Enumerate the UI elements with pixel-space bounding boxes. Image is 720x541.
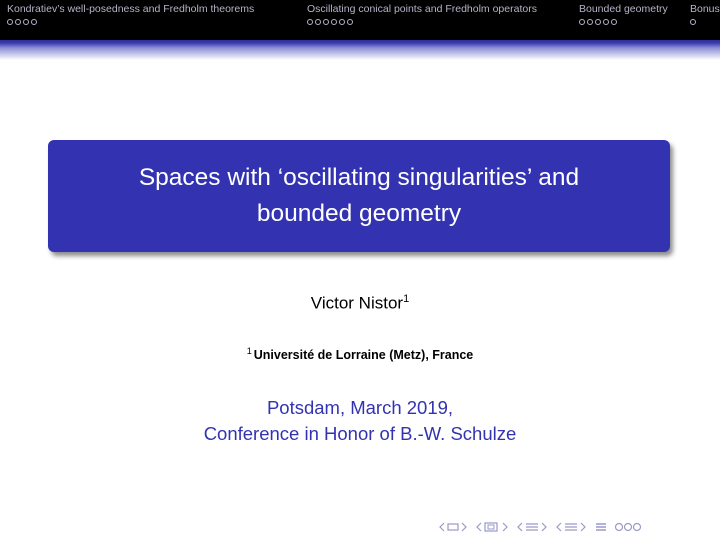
author-footnote-mark: 1 <box>403 293 410 305</box>
nav-section-label[interactable]: Bounded geometry <box>579 3 668 15</box>
nav-section-dots <box>307 19 537 25</box>
slide-dot-icon[interactable] <box>603 19 609 25</box>
slide-dot-icon[interactable] <box>611 19 617 25</box>
nav-frame-prev-icon[interactable] <box>438 521 470 533</box>
slide-title-line1: Spaces with ‘oscillating singularities’ and <box>138 164 580 191</box>
nav-section-dots <box>7 19 254 25</box>
nav-slide-icon[interactable] <box>555 521 589 533</box>
nav-section-label[interactable]: Oscillating conical points and Fredholm operators <box>307 3 537 15</box>
slide-dot-icon[interactable] <box>595 19 601 25</box>
date-block <box>0 395 720 447</box>
date-line1: Potsdam, March 2019, <box>266 397 454 418</box>
nav-section-dots <box>579 19 668 25</box>
slide-dot-icon[interactable] <box>315 19 321 25</box>
slide-title <box>79 160 639 232</box>
slide-dot-icon[interactable] <box>347 19 353 25</box>
slide-dot-icon[interactable] <box>323 19 329 25</box>
slide-dot-icon[interactable] <box>15 19 21 25</box>
slide-dot-icon[interactable] <box>23 19 29 25</box>
nav-section-bounded-geometry[interactable] <box>579 3 668 25</box>
affiliation-text: Université de Lorraine (Metz), France <box>253 348 474 363</box>
section-navigation-bar <box>0 0 720 40</box>
nav-section-label[interactable]: Bonus <box>690 3 720 15</box>
slide-dot-icon[interactable] <box>331 19 337 25</box>
slide-dot-icon[interactable] <box>7 19 13 25</box>
nav-section-label[interactable]: Kondratiev’s well-posedness and Fredholm theorems <box>7 3 255 15</box>
slide-dot-icon[interactable] <box>31 19 37 25</box>
slide-dot-icon[interactable] <box>307 19 313 25</box>
affiliation-footnote-mark: 1 <box>246 346 252 356</box>
affiliation <box>0 346 720 362</box>
title-block <box>48 140 670 252</box>
author <box>0 293 720 314</box>
nav-section-bonus[interactable] <box>690 3 720 25</box>
nav-section-kondratiev[interactable] <box>7 3 254 25</box>
nav-section-icon[interactable] <box>516 521 550 533</box>
header-gradient <box>0 40 720 60</box>
nav-subsection-icon[interactable] <box>475 521 511 533</box>
slide-dot-icon[interactable] <box>587 19 593 25</box>
slide-title-line2: bounded geometry <box>256 200 462 227</box>
nav-align-icon[interactable] <box>594 521 608 533</box>
nav-section-oscillating[interactable] <box>307 3 537 25</box>
slide-dot-icon[interactable] <box>690 19 696 25</box>
slide-dot-icon[interactable] <box>339 19 345 25</box>
nav-search-icon[interactable] <box>613 521 643 533</box>
beamer-navigation-symbols <box>438 519 708 535</box>
slide-dot-icon[interactable] <box>579 19 585 25</box>
date-line2: Conference in Honor of B.-W. Schulze <box>203 423 517 444</box>
author-name: Victor Nistor <box>310 293 404 313</box>
nav-section-dots <box>690 19 720 25</box>
